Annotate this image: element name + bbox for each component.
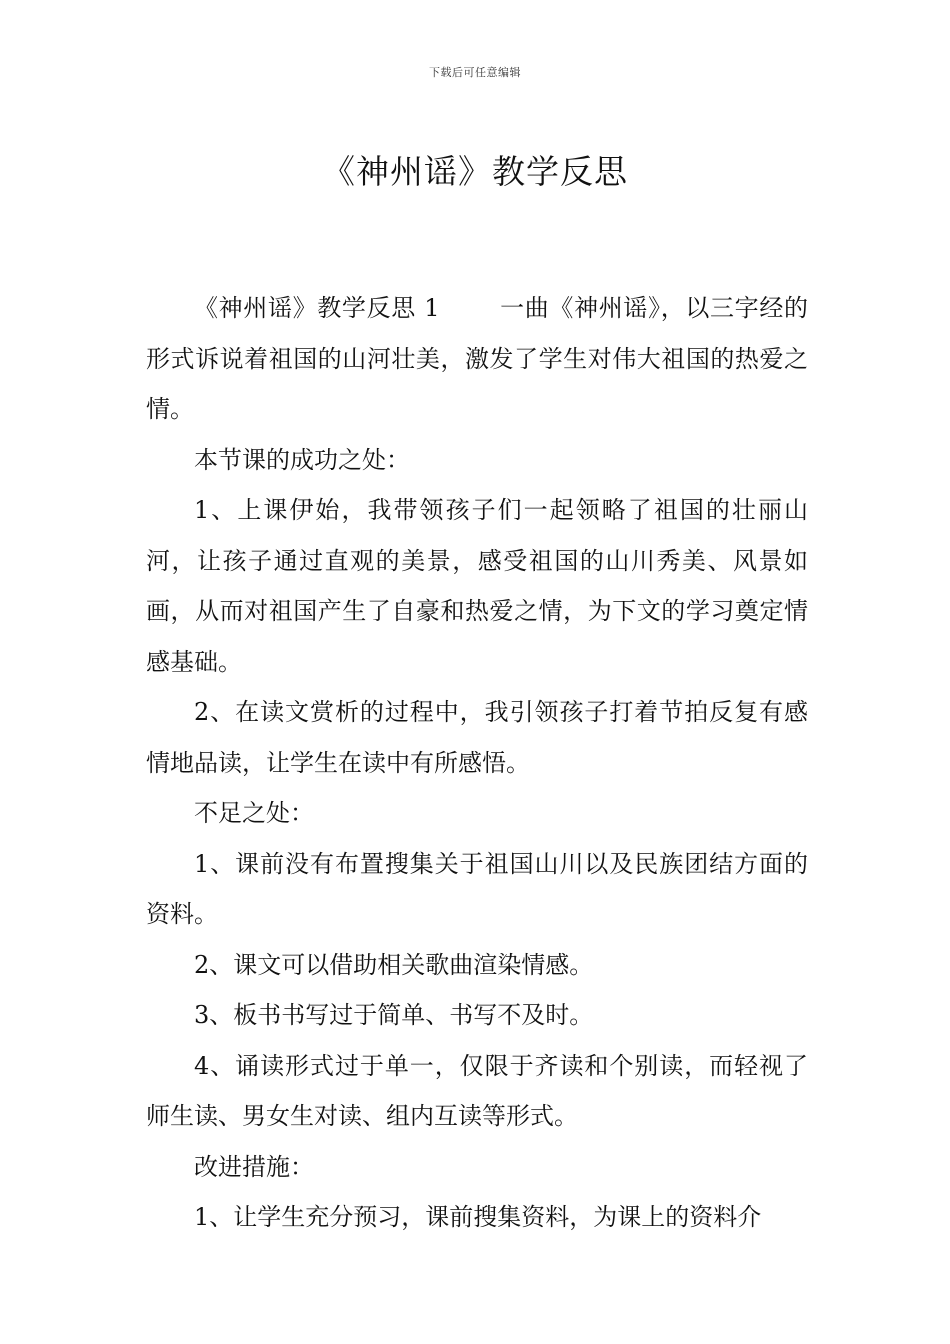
header-note: 下载后可任意编辑 — [429, 66, 521, 79]
paragraph-success-heading: 本节课的成功之处： — [194, 445, 410, 474]
document-body — [146, 283, 808, 1243]
paragraph-shortcoming-4: 4、诵读形式过于单一，仅限于齐读和个别读，而轻视了师生读、男女生对读、组内互读等形式。 — [146, 1051, 808, 1130]
paragraph-shortcoming-1: 1、课前没有布置搜集关于祖国山川以及民族团结方面的资料。 — [146, 849, 808, 928]
paragraph-success-1: 1、上课伊始，我带领孩子们一起领略了祖国的壮丽山河，让孩子通过直观的美景，感受祖国的山川秀美、风景如画，从而对祖国产生了自豪和热爱之情，为下文的学习奠定情感基础。 — [146, 496, 808, 676]
paragraph-shortcoming-heading: 不足之处： — [194, 799, 314, 827]
paragraph-intro — [146, 283, 808, 435]
intro-heading: 《神州谣》教学反思 1 — [194, 294, 440, 322]
intro-text: 一曲《神州谣》，以三字经的形式诉说着祖国的山河壮美，激发了学生对伟大祖国的热爱之情。 — [146, 294, 808, 423]
paragraph-improvement-1: 1、让学生充分预习，课前搜集资料，为课上的资料介 — [194, 1203, 762, 1231]
paragraph-success-2: 2、在读文赏析的过程中，我引领孩子打着节拍反复有感情地品读，让学生在读中有所感悟。 — [146, 698, 808, 777]
paragraph-improvement-heading: 改进措施： — [194, 1152, 314, 1181]
paragraph-shortcoming-3: 3、板书书写过于简单、书写不及时。 — [194, 1001, 594, 1029]
paragraph-shortcoming-2: 2、课文可以借助相关歌曲渲染情感。 — [194, 950, 594, 979]
document-title: 《神州谣》教学反思 — [322, 152, 628, 192]
